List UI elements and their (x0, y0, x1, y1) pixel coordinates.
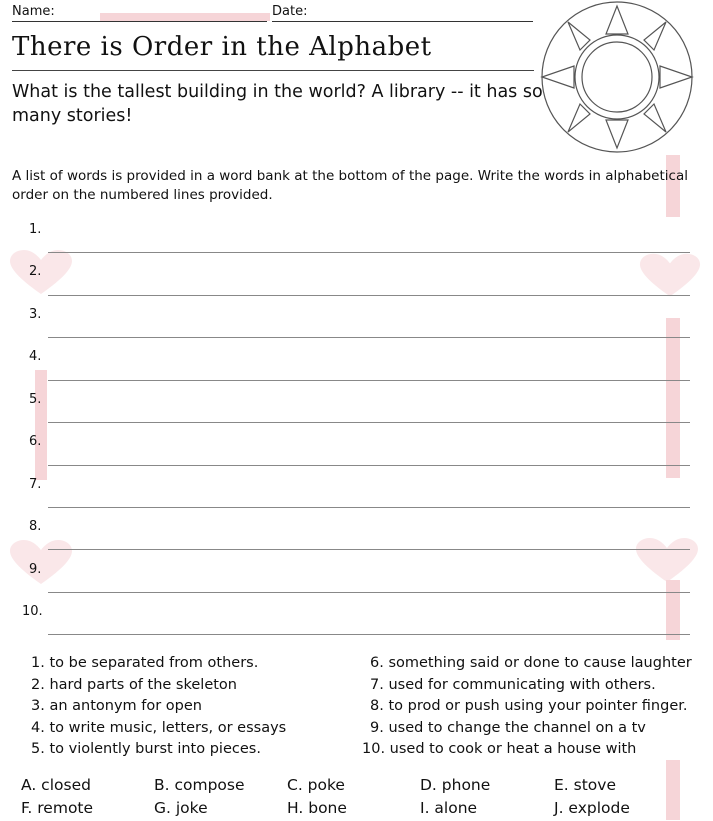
clue-right: 9. used to change the channel on a tv (370, 720, 646, 736)
line-number: 3. (29, 307, 42, 322)
decorative-bar-right (666, 155, 680, 217)
word-bank-item: A. closed (21, 776, 91, 794)
word-bank-item: G. joke (154, 799, 208, 817)
answer-line[interactable] (48, 592, 690, 593)
word-bank-item: B. compose (154, 776, 245, 794)
word-bank-item: I. alone (420, 799, 478, 817)
word-bank-item: H. bone (287, 799, 347, 817)
instructions-line-1: A list of words is provided in a word bank at the bottom of the page. Write the words in alphabetical (12, 168, 688, 184)
heart-icon (638, 253, 702, 299)
line-number: 4. (29, 349, 42, 364)
answer-line[interactable] (48, 422, 690, 423)
clue-left: 1. to be separated from others. (31, 655, 259, 671)
name-label: Name: (12, 4, 55, 19)
instructions-line-2: order on the numbered lines provided. (12, 187, 273, 203)
line-number: 6. (29, 434, 42, 449)
answer-line[interactable] (48, 507, 690, 508)
word-bank-item: D. phone (420, 776, 491, 794)
page-title: There is Order in the Alphabet (12, 32, 432, 62)
clue-right: 7. used for communicating with others. (370, 677, 656, 693)
clue-left: 4. to write music, letters, or essays (31, 720, 287, 736)
decorative-bar-right (666, 580, 680, 640)
line-number: 1. (29, 222, 42, 237)
answer-line[interactable] (48, 337, 690, 338)
answer-line[interactable] (48, 549, 690, 550)
line-number: 7. (29, 477, 42, 492)
decorative-bar-right (666, 760, 680, 820)
date-label: Date: (272, 4, 308, 19)
answer-line[interactable] (48, 295, 690, 296)
line-number: 9. (29, 562, 42, 577)
decorative-bar-right (666, 318, 680, 478)
answer-line[interactable] (48, 380, 690, 381)
sun-icon (538, 0, 696, 155)
clue-left: 2. hard parts of the skeleton (31, 677, 237, 693)
clue-left: 5. to violently burst into pieces. (31, 741, 261, 757)
heart-icon (634, 538, 700, 584)
line-number: 8. (29, 519, 42, 534)
clue-right: 6. something said or done to cause laughter (370, 655, 692, 671)
word-bank-item: E. stove (554, 776, 616, 794)
answer-line[interactable] (48, 465, 690, 466)
answer-line[interactable] (48, 252, 690, 253)
clue-right: 10. used to cook or heat a house with (362, 741, 637, 757)
word-bank-item: C. poke (287, 776, 345, 794)
decorative-bar-left (35, 370, 47, 480)
name-line[interactable] (12, 21, 267, 22)
clue-left: 3. an antonym for open (31, 698, 202, 714)
line-number: 10. (22, 604, 43, 619)
title-underline (12, 70, 534, 71)
decorative-dash-band (100, 13, 270, 21)
line-number: 2. (29, 264, 42, 279)
date-line[interactable] (272, 21, 533, 22)
joke-line-2: many stories! (12, 106, 133, 126)
answer-line[interactable] (48, 634, 690, 635)
line-number: 5. (29, 392, 42, 407)
word-bank-item: J. explode (554, 799, 630, 817)
joke-line-1: What is the tallest building in the world? A library -- it has so (12, 82, 543, 102)
clue-right: 8. to prod or push using your pointer finger. (370, 698, 688, 714)
word-bank-item: F. remote (21, 799, 94, 817)
